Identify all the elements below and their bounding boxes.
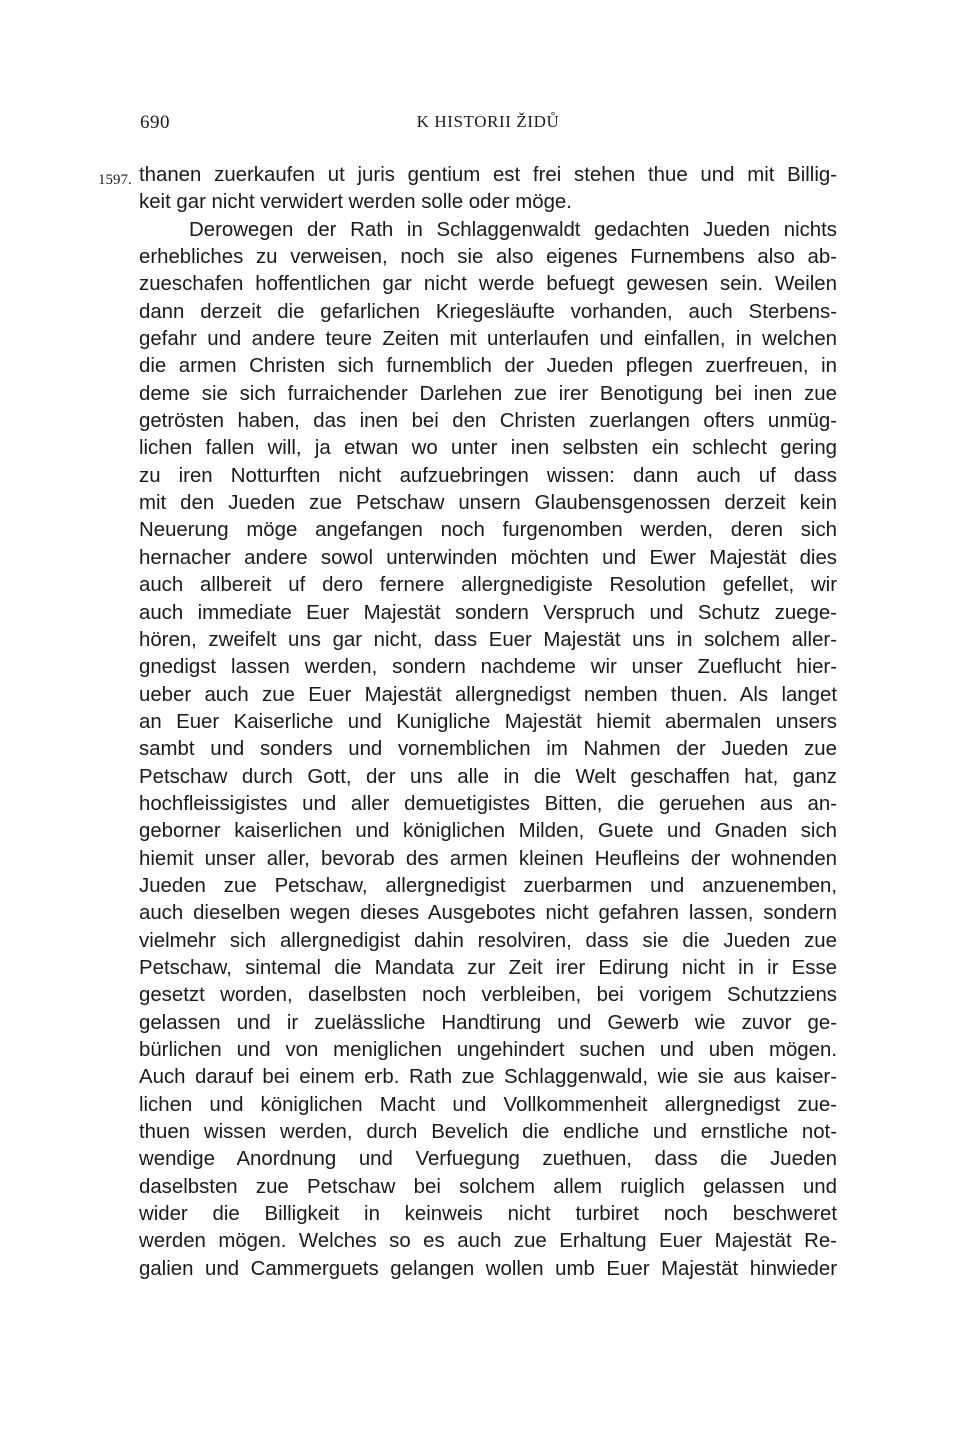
text-line: gesetzt worden, daselbsten noch verbleiben, bei vorigem Schutzziens	[139, 984, 837, 1007]
text-line: hören, zweifelt uns gar nicht, dass Euer Majestät uns in solchem aller-	[139, 628, 837, 651]
text-line: lichen fallen will, ja etwan wo unter inen selbsten ein schlecht gering	[139, 437, 837, 460]
page-number: 690	[140, 112, 170, 133]
text-line: hochfleissigistes und aller demuetigistes Bitten, die geruehen aus an-	[139, 792, 837, 815]
text-line: lichen und königlichen Macht und Vollkommenheit allergnedigst zue-	[139, 1093, 837, 1116]
text-line: gefahr und andere teure Zeiten mit unterlaufen und einfallen, in welchen	[139, 328, 837, 351]
text-line: vielmehr sich allergnedigist dahin resolviren, dass sie die Jueden zue	[139, 929, 837, 952]
text-line: thanen zuerkaufen ut juris gentium est frei stehen thue und mit Billig-	[139, 164, 837, 186]
text-line: wider die Billigkeit in keinweis nicht turbiret noch beschweret	[139, 1203, 837, 1226]
text-line: Petschaw durch Gott, der uns alle in die Welt geschaffen hat, ganz	[139, 765, 837, 788]
text-line: Auch darauf bei einem erb. Rath zue Schlaggenwald, wie sie aus kaiser-	[139, 1066, 837, 1089]
body-text	[139, 162, 837, 1283]
text-line: deme sie sich furraichender Darlehen zue irer Benotigung bei inen zue	[139, 382, 837, 405]
margin-year: 1597.	[98, 172, 132, 188]
text-line: werden mögen. Welches so es auch zue Erhaltung Euer Majestät Re-	[139, 1230, 837, 1253]
text-line: hernacher andere sowol unterwinden möchten und Ewer Majestät dies	[139, 546, 837, 569]
text-line: gnedigst lassen werden, sondern nachdeme wir unser Zueflucht hier-	[139, 656, 837, 679]
text-line: Neuerung möge angefangen noch furgenomben werden, deren sich	[139, 519, 837, 542]
running-header	[140, 112, 836, 136]
text-line: Derowegen der Rath in Schlaggenwaldt gedachten Jueden nichts	[189, 218, 837, 241]
text-line: auch dieselben wegen dieses Ausgebotes nicht gefahren lassen, sondern	[139, 902, 837, 925]
text-line: bürlichen und von meniglichen ungehindert suchen und uben mögen.	[139, 1039, 837, 1061]
text-line: gelassen und ir zuelässliche Handtirung und Gewerb wie zuvor ge-	[139, 1011, 837, 1034]
text-line: erhebliches zu verweisen, noch sie also eigenes Furnembens also ab-	[139, 246, 837, 269]
text-line: daselbsten zue Petschaw bei solchem allem ruiglich gelassen und	[139, 1175, 837, 1198]
text-line: hiemit unser aller, bevorab des armen kleinen Heufleins der wohnenden	[139, 847, 837, 870]
text-line: ueber auch zue Euer Majestät allergnedigst nemben thuen. Als langet	[139, 683, 837, 706]
text-line: auch immediate Euer Majestät sondern Verspruch und Schutz zuege-	[139, 601, 837, 624]
text-line: zu iren Notturften nicht aufzuebringen wissen: dann auch uf dass	[139, 464, 837, 487]
text-line: thuen wissen werden, durch Bevelich die endliche und ernstliche not-	[139, 1121, 837, 1144]
text-line: galien und Cammerguets gelangen wollen umb Euer Majestät hinwieder	[139, 1257, 837, 1280]
text-line: sambt und sonders und vornemblichen im Nahmen der Jueden zue	[139, 738, 837, 761]
text-line: wendige Anordnung und Verfuegung zuethuen, dass die Jueden	[139, 1148, 837, 1171]
text-line: keit gar nicht verwidert werden solle oder möge.	[139, 191, 572, 214]
text-line: geborner kaiserlichen und königlichen Milden, Guete und Gnaden sich	[139, 820, 837, 843]
text-line: dann derzeit die gefarlichen Kriegesläufte vorhanden, auch Sterbens-	[139, 300, 837, 323]
text-line: die armen Christen sich furnemblich der Jueden pflegen zuerfreuen, in	[139, 355, 837, 378]
text-line: Petschaw, sintemal die Mandata zur Zeit irer Edirung nicht in ir Esse	[139, 956, 837, 979]
text-line: zueschafen hoffentlichen gar nicht werde befuegt gewesen sein. Weilen	[139, 273, 837, 296]
text-line: Jueden zue Petschaw, allergnedigist zuerbarmen und anzuenemben,	[139, 874, 837, 897]
text-line: auch allbereit uf dero fernere allergnedigiste Resolution gefellet, wir	[139, 574, 837, 597]
text-line: getrösten haben, das inen bei den Christen zuerlangen ofters unmüg-	[139, 410, 837, 433]
text-line: an Euer Kaiserliche und Kunigliche Majestät hiemit abermalen unsers	[139, 710, 837, 733]
text-line: mit den Jueden zue Petschaw unsern Glaubensgenossen derzeit kein	[139, 492, 837, 515]
running-title: K HISTORII ŽIDŮ	[416, 112, 560, 131]
